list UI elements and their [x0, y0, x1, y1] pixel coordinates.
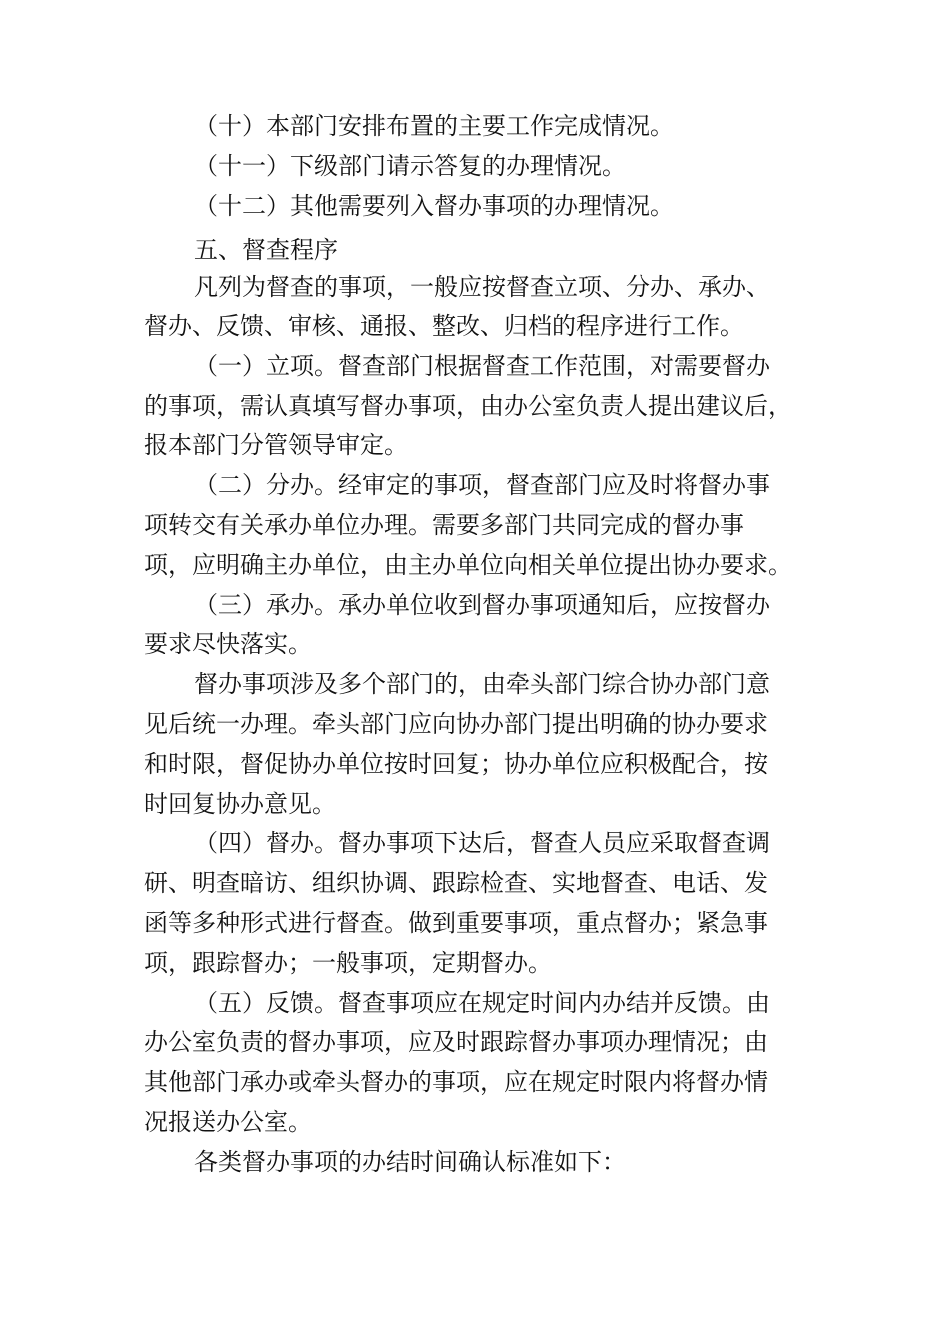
paragraph-line: （二）分办。经审定的事项，督查部门应及时将督办事 [194, 471, 770, 499]
paragraph-line: （十）本部门安排布置的主要工作完成情况。 [194, 112, 674, 140]
paragraph-line: 时回复协办意见。 [144, 790, 336, 818]
paragraph-line: 况报送办公室。 [144, 1108, 312, 1136]
paragraph-line: 办公室负责的督办事项，应及时跟踪督办事项办理情况；由 [144, 1028, 768, 1056]
paragraph-line: 项转交有关承办单位办理。需要多部门共同完成的督办事 [144, 511, 744, 539]
paragraph-line: 各类督办事项的办结时间确认标准如下： [194, 1148, 626, 1176]
paragraph-line: 其他部门承办或牵头督办的事项，应在规定时限内将督办情 [144, 1068, 768, 1096]
paragraph-line: （四）督办。督办事项下达后，督查人员应采取督查调 [194, 829, 770, 857]
paragraph-line: 项，应明确主办单位，由主办单位向相关单位提出协办要求。 [144, 551, 792, 579]
paragraph-line: （十二）其他需要列入督办事项的办理情况。 [194, 192, 674, 220]
paragraph-line: 和时限，督促协办单位按时回复；协办单位应积极配合，按 [144, 750, 768, 778]
paragraph-line: （三）承办。承办单位收到督办事项通知后，应按督办 [194, 591, 770, 619]
paragraph-line: 要求尽快落实。 [144, 630, 312, 658]
paragraph-line: （一）立项。督查部门根据督查工作范围，对需要督办 [194, 352, 770, 380]
paragraph-line: （五）反馈。督查事项应在规定时间内办结并反馈。由 [194, 989, 770, 1017]
paragraph-line: 研、明查暗访、组织协调、跟踪检查、实地督查、电话、发 [144, 869, 768, 897]
paragraph-line: 函等多种形式进行督查。做到重要事项，重点督办；紧急事 [144, 909, 768, 937]
paragraph-line: 见后统一办理。牵头部门应向协办部门提出明确的协办要求 [144, 710, 768, 738]
paragraph-line: （十一）下级部门请示答复的办理情况。 [194, 152, 626, 180]
paragraph-line: 报本部门分管领导审定。 [144, 431, 408, 459]
paragraph-line: 凡列为督查的事项，一般应按督查立项、分办、承办、 [194, 273, 770, 301]
paragraph-line: 的事项，需认真填写督办事项，由办公室负责人提出建议后， [144, 392, 792, 420]
paragraph-line: 督办、反馈、审核、通报、整改、归档的程序进行工作。 [144, 312, 744, 340]
paragraph-line: 项，跟踪督办；一般事项，定期督办。 [144, 949, 552, 977]
section-heading: 五、督查程序 [194, 236, 338, 264]
paragraph-line: 督办事项涉及多个部门的，由牵头部门综合协办部门意 [194, 670, 770, 698]
